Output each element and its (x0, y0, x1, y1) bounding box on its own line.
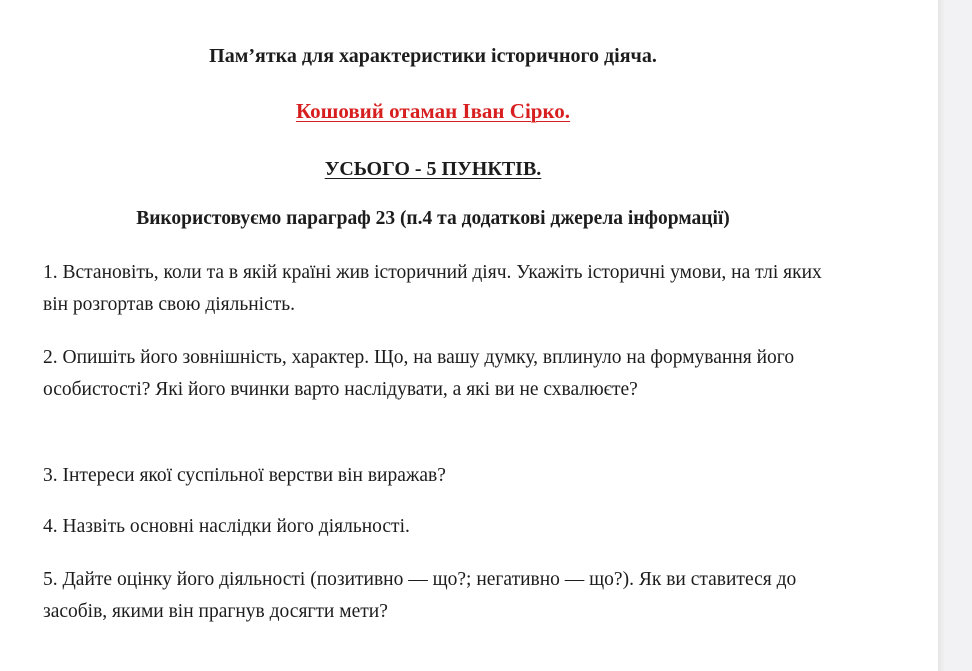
question-item: 2. Опишіть його зовнішність, характер. Що, на вашу думку, вплинуло на формування його особистості? Які його вчинки варто наслідувати, а які ви не схвалюєте? (43, 347, 795, 400)
points-total: УСЬОГО - 5 ПУНКТІВ. (324, 158, 542, 180)
instruction-line: Використовуємо параграф 23 (п.4 та додаткові джерела інформації) (136, 208, 730, 229)
question-item: 1. Встановіть, коли та в якій країні жив історичний діяч. Укажіть історичні умови, на тлі яких він розгортав свою діяльність. (43, 262, 822, 315)
question-item: 5. Дайте оцінку його діяльності (позитивно — що?; негативно — що?). Як ви ставитеся до засобів, якими він прагнув досягти мети? (43, 569, 797, 622)
question-item: 4. Назвіть основні наслідки його діяльності. (43, 516, 410, 537)
question-item: 3. Інтереси якої суспільної верстви він виражав? (43, 465, 446, 486)
viewer-side-margin (944, 0, 972, 671)
document-subject: Кошовий отаман Іван Сірко. (295, 99, 571, 123)
document-title: Пам’ятка для характеристики історичного діяча. (209, 45, 657, 67)
